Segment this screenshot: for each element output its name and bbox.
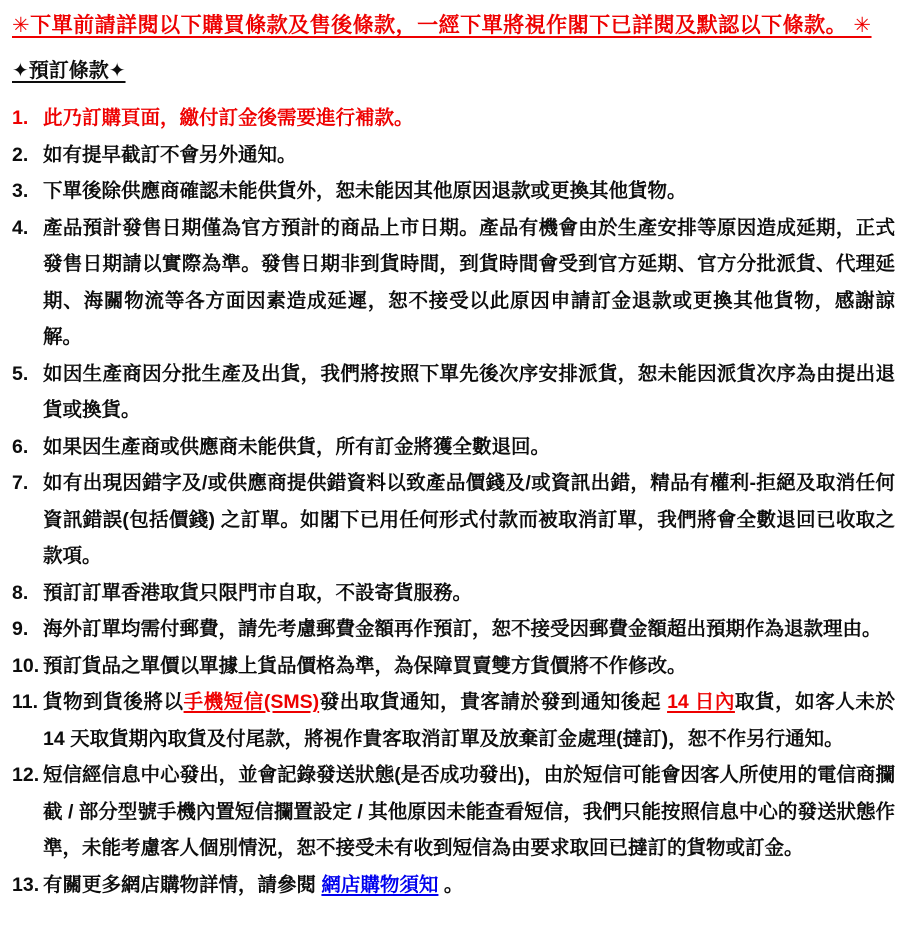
term-text (43, 429, 895, 466)
term-segment: 產品預計發售日期僅為官方預計的商品上市日期。產品有機會由於生產安排等原因造成延期，正式發售日期請以實際為準。發售日期非到貨時間，到貨時間會受到官方延期、官方分批派貨、代理延期、海關物流等各方面因素造成延遲，恕不接受以此原因申請訂金退款或更換其他貨物，感謝諒解。 (43, 216, 895, 348)
term-segment: 海外訂單均需付郵費，請先考慮郵費金額再作預訂，恕不接受因郵費金額超出預期作為退款理由。 (43, 618, 882, 640)
term-text (43, 684, 895, 757)
term-segment: 發出取貨通知，貴客請於發到通知後起 (319, 691, 668, 713)
term-text (43, 210, 895, 356)
term-item-9 (12, 611, 895, 648)
term-item-11 (12, 684, 895, 757)
term-segment: 此乃訂購頁面，繳付訂金後需要進行補款。 (43, 107, 414, 129)
term-segment: 下單後除供應商確認未能供貨外，恕未能因其他原因退款或更換其他貨物。 (43, 180, 687, 202)
term-number: 10. (12, 654, 40, 677)
term-text (43, 611, 895, 648)
term-text (43, 465, 895, 575)
sms-emphasis: 手機短信(SMS) (183, 691, 320, 713)
fourteen-days-emphasis: 14 日內 (667, 691, 735, 713)
term-item-13 (12, 867, 895, 904)
term-number: 13. (12, 873, 40, 896)
term-text (43, 648, 895, 685)
term-segment: 短信經信息中心發出，並會記錄發送狀態(是否成功發出)，由於短信可能會因客人所使用的電信商攔截 / 部分型號手機內置短信攔置設定 / 其他原因未能查看短信，我們只能按照信息中心的發送狀態作準，未能考慮客人個別情況，恕不接受未有收到短信為由要求取回已撻訂的貨物或訂金。 (43, 764, 895, 859)
purchase-notice-header: ✳下單前請詳閱以下購買條款及售後條款，一經下單將視作閣下已詳閱及默認以下條款。 ✳ (12, 14, 872, 37)
term-segment: 如果因生產商或供應商未能供貨，所有訂金將獲全數退回。 (43, 435, 551, 458)
term-segment: 如因生產商因分批生產及出貨，我們將按照下單先後次序安排派貨，恕未能因派貨次序為由提出退貨或換貨。 (43, 362, 895, 421)
term-number: 3. (12, 180, 29, 202)
term-segment: 預訂訂單香港取貨只限門市自取，不設寄貨服務。 (43, 581, 473, 604)
term-text (43, 100, 895, 137)
term-number: 5. (12, 362, 29, 385)
term-text (43, 137, 895, 174)
term-segment: 。 (438, 873, 464, 896)
term-number: 2. (12, 143, 29, 166)
term-number: 8. (12, 581, 29, 604)
term-item-8 (12, 575, 895, 612)
term-segment: 如有出現因錯字及/或供應商提供錯資料以致產品價錢及/或資訊出錯，精品有權利-拒絕及取消任何資訊錯誤(包括價錢) 之訂單。如閣下已用任何形式付款而被取消訂單，我們將會全數退回已收取之款項。 (43, 472, 895, 567)
term-number: 6. (12, 435, 29, 458)
term-item-6 (12, 429, 895, 466)
term-item-3 (12, 173, 895, 210)
term-segment: 預訂貨品之單價以單據上貨品價格為準，為保障買賣雙方貨價將不作修改。 (43, 654, 687, 677)
term-number: 12. (12, 764, 40, 786)
term-segment: 貨物到貨後將以 (43, 691, 184, 713)
term-item-5 (12, 356, 895, 429)
term-number: 4. (12, 216, 29, 239)
preorder-terms-title: ✦預訂條款✦ (12, 60, 126, 82)
term-number: 9. (12, 618, 29, 640)
term-number: 1. (12, 107, 29, 129)
term-text (43, 356, 895, 429)
term-item-4 (12, 210, 895, 356)
shop-guide-link[interactable]: 網店購物須知 (321, 873, 439, 896)
term-text (43, 575, 895, 612)
term-item-10 (12, 648, 895, 685)
terms-list (12, 100, 895, 903)
term-text (43, 867, 895, 904)
term-item-1 (12, 100, 895, 137)
term-item-12 (12, 757, 895, 867)
term-segment: 如有提早截訂不會另外通知。 (43, 143, 297, 166)
term-text (43, 173, 895, 210)
term-text (43, 757, 895, 867)
term-number: 11. (12, 691, 39, 713)
term-segment: 取貨，如客人未於 14 天取貨期內取貨及付尾款，將視作貴客取消訂單及放棄訂金處理(撻訂)，恕不作另行通知。 (43, 691, 895, 750)
term-item-7 (12, 465, 895, 575)
term-item-2 (12, 137, 895, 174)
term-segment: 有關更多網店購物詳情，請參閱 (43, 873, 322, 896)
term-number: 7. (12, 472, 29, 494)
